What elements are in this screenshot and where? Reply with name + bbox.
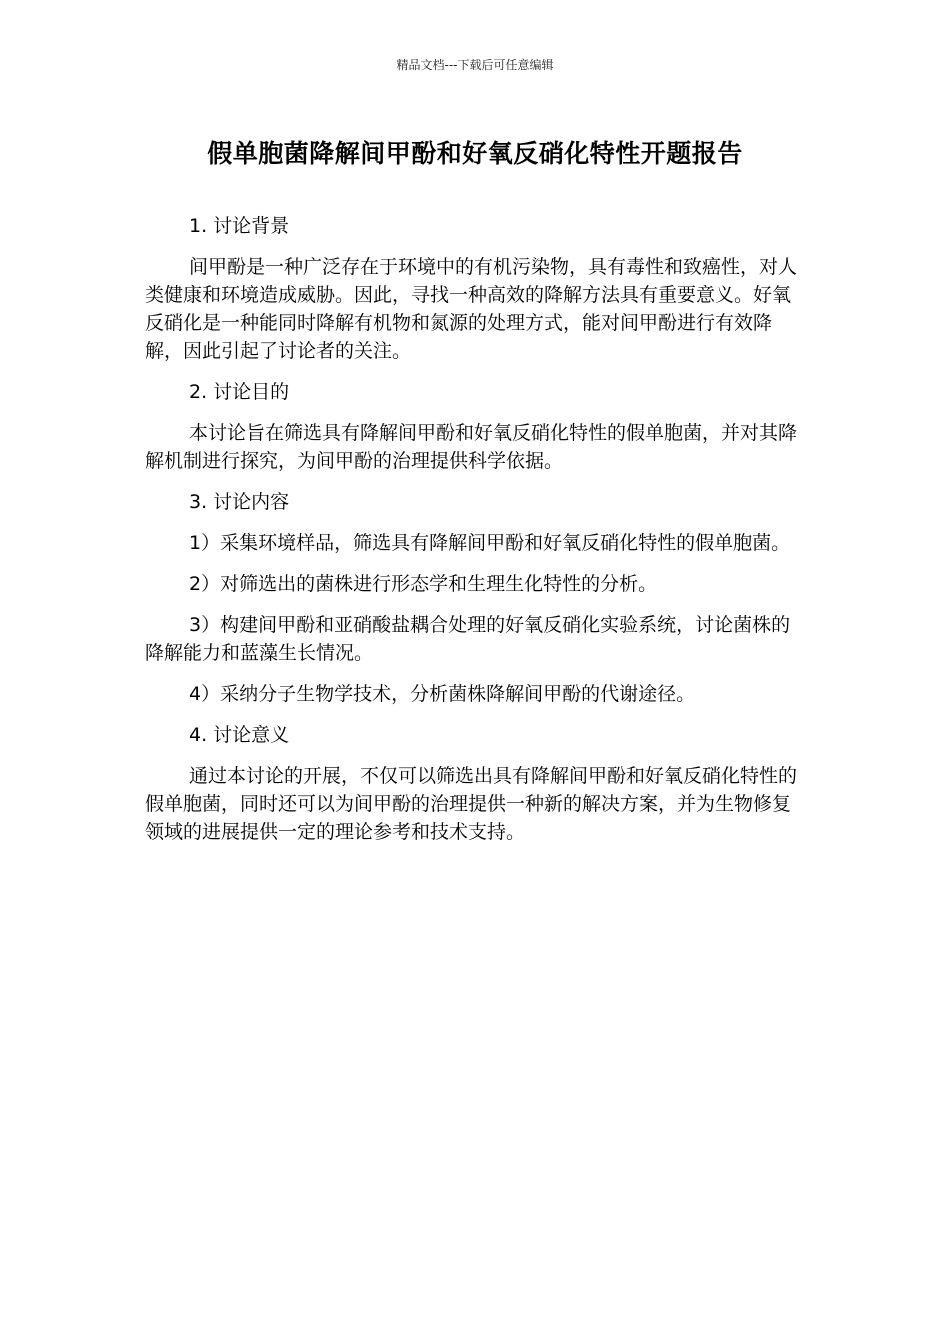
header-note: 精品文档---下载后可任意编辑	[396, 58, 554, 72]
document-body	[145, 212, 807, 859]
paragraph-purpose: 本讨论旨在筛选具有降解间甲酚和好氧反硝化特性的假单胞菌，并对其降解机制进行探究，为间甲酚的治理提供科学依据。	[145, 422, 798, 472]
section-heading-significance: 4. 讨论意义	[189, 724, 290, 746]
section-heading-content: 3. 讨论内容	[189, 491, 290, 513]
list-item-content-1: 1）采集环境样品，筛选具有降解间甲酚和好氧反硝化特性的假单胞菌。	[189, 532, 791, 554]
paragraph-background: 间甲酚是一种广泛存在于环境中的有机污染物，具有毒性和致癌性，对人类健康和环境造成威胁。因此，寻找一种高效的降解方法具有重要意义。好氧反硝化是一种能同时降解有机物和氮源的处理方式，能对间甲酚进行有效降解，因此引起了讨论者的关注。	[145, 256, 798, 362]
section-heading-purpose: 2. 讨论目的	[189, 381, 290, 403]
paragraph-significance: 通过本讨论的开展，不仅可以筛选出具有降解间甲酚和好氧反硝化特性的假单胞菌，同时还可以为间甲酚的治理提供一种新的解决方案，并为生物修复领域的进展提供一定的理论参考和技术支持。	[145, 765, 798, 843]
section-heading-background: 1. 讨论背景	[189, 215, 290, 237]
list-item-content-4: 4）采纳分子生物学技术，分析菌株降解间甲酚的代谢途径。	[189, 683, 696, 705]
list-item-content-2: 2）对筛选出的菌株进行形态学和生理生化特性的分析。	[189, 573, 658, 595]
list-item-content-3: 3）构建间甲酚和亚硝酸盐耦合处理的好氧反硝化实验系统，讨论菌株的降解能力和蓝藻生长情况。	[145, 614, 791, 664]
document-title: 假单胞菌降解间甲酚和好氧反硝化特性开题报告	[207, 139, 743, 168]
